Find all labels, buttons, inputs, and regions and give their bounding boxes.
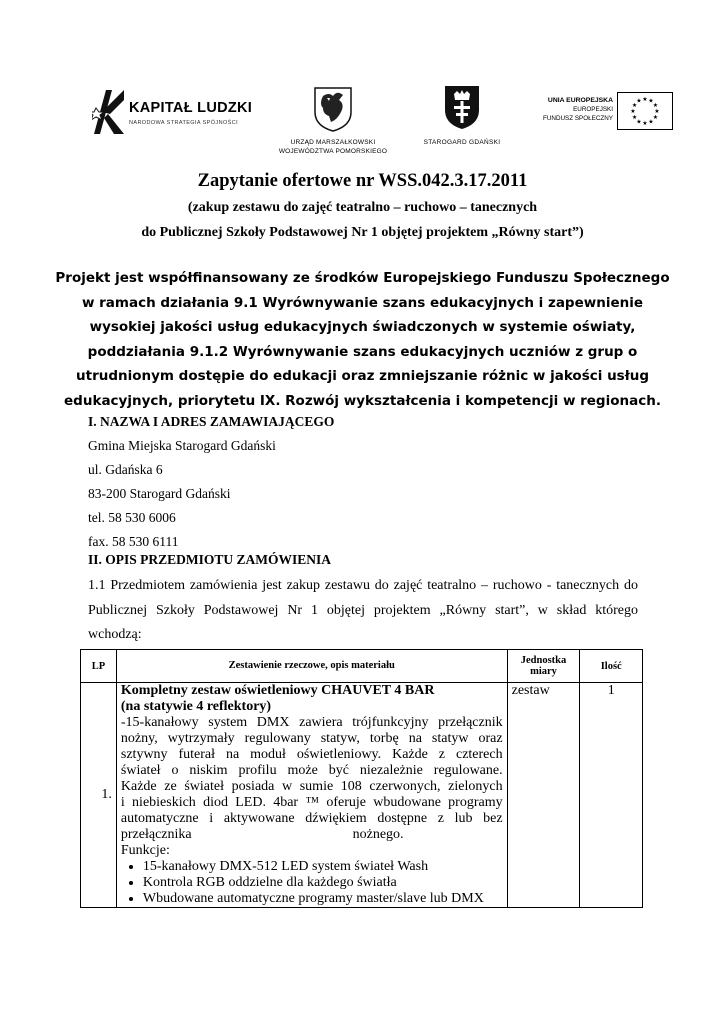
function-item: • Kontrola RGB oddzielne dla każdego światła [143,875,503,891]
eu-logo [515,92,675,132]
starogard-caption: STAROGARD GDAŃSKI [423,139,501,146]
address-line: Gmina Miejska Starogard Gdański [88,438,276,453]
starogard-gdanski-logo [412,84,512,160]
function-item: • Wbudowane automatyczne programy master/slave lub DMX [143,891,503,907]
document-subtitle-2: do Publicznej Szkoły Podstawowej Nr 1 objętej projektem „Równy start”) [141,225,584,240]
items-table [80,649,643,908]
desc-line: i niebieskich diod LED. 4bar ™ oferuje wbudowane programy [120,795,503,810]
eu-star-icon: ★ [631,102,638,109]
section-2-heading: II. OPIS PRZEDMIOTU ZAMÓWIENIA [88,552,332,567]
desc-line: Każde ze świateł posiada w sumie 108 czerwonych, zielonych [120,779,503,794]
eu-star-icon: ★ [652,102,659,109]
eu-star-icon: ★ [648,118,654,126]
row-description [116,683,507,908]
document-subtitle-1: (zakup zestawu do zajęć teatralno – ruchowo – tanecznych [187,200,538,215]
desc-line: świateł o niskim profilu może być niezależnie regulowane. [120,763,503,778]
eu-star-icon: ★ [630,108,636,115]
project-line: utrudnionym dostępie do edukacji oraz zmniejszanie różnic w jakości usług [76,368,649,384]
logo-bar [0,84,725,164]
ue-line-2: EUROPEJSKI [573,106,613,113]
eu-star-icon: ★ [636,97,642,105]
functions-label: Funkcje: [120,843,170,858]
eu-star-icon: ★ [654,108,660,115]
table-row [81,683,643,908]
eu-star-icon: ★ [642,120,648,127]
address-line: 83-200 Starogard Gdański [88,486,231,501]
eu-star-icon: ★ [631,114,638,121]
section-1-heading: I. NAZWA I ADRES ZAMAWIAJĄCEGO [88,414,335,429]
ue-line-1: UNIA EUROPEJSKA [547,97,613,104]
kapital-ludzki-name: KAPITAŁ LUDZKI [129,100,253,116]
address-line: tel. 58 530 6006 [88,510,176,525]
item-title: Kompletny zestaw oświetleniowy CHAUVET 4 BAR [120,683,435,698]
header-description: Zestawienie rzeczowe, opis materiału [116,650,507,683]
row-unit: zestaw [507,683,580,908]
kapital-ludzki-tagline: NARODOWA STRATEGIA SPÓJNOŚCI [129,120,238,126]
project-line: w ramach działania 9.1 Wyrównywanie szans edukacyjnych i zapewnienie [81,294,644,311]
desc-line: przełącznika nożnego. [120,827,404,842]
header-lp: LP [81,650,117,683]
eu-star-icon: ★ [642,96,648,103]
starogard-crest-icon [443,84,481,130]
eu-star-icon: ★ [652,114,659,121]
table-header-row [81,650,643,683]
ue-line-3: FUNDUSZ SPOŁECZNY [543,115,613,122]
desc-line: -15-kanałowy system DMX zawiera trójfunkcyjny przełącznik [120,715,503,730]
row-quantity: 1 [580,683,643,908]
functions-list [121,859,503,907]
eu-star-icon: ★ [636,118,642,126]
griffin-coat-of-arms-icon [311,86,355,132]
paragraph-line: wchodzą: [88,627,142,642]
desc-line: nożny, wytrzymały regulowany statyw, torbę na statyw oraz [120,731,503,746]
document-title: Zapytanie ofertowe nr WSS.042.3.17.2011 [197,171,528,191]
project-line: poddziałania 9.1.2 Wyrównywanie szans edukacyjnych uczniów z grup o [87,343,638,360]
section-2-paragraph [88,574,638,648]
header-unit: Jednostka miary [507,650,580,683]
urzad-line-2: WOJEWÓDZTWA POMORSKIEGO [278,148,388,155]
kapital-ludzki-emblem-icon [92,88,126,136]
project-statement [0,266,725,413]
project-line: edukacyjnych, priorytetu IX. Rozwój wykształcenia i kompetencji w regionach. [64,392,661,409]
kapital-ludzki-logo [92,88,267,138]
desc-line: automatyczne i aktywowane dźwiękiem dostępne z lub bez [120,811,503,826]
desc-line: sztywny futerał na moduł oświetleniowy. Każde z czterech [120,747,503,762]
urzad-line-1: URZĄD MARSZAŁKOWSKI [290,139,376,146]
row-lp: 1. [81,683,117,908]
header-quantity: Ilość [580,650,643,683]
item-subtitle: (na statywie 4 reflektory) [120,699,272,714]
eu-star-icon: ★ [648,97,654,105]
address-line: fax. 58 530 6111 [88,534,179,549]
paragraph-line: Publicznej Szkoły Podstawowej Nr 1 objętej projektem „Równy start”, w skład którego [88,602,638,618]
urzad-marszalkowski-logo [268,86,398,162]
eu-flag-icon [617,92,673,130]
project-line: wysokiej jakości usług edukacyjnych świadczonych w systemie oświaty, [89,319,636,335]
project-line: Projekt jest współfinansowany ze środków Europejskiego Funduszu Społecznego [55,270,670,286]
address-line: ul. Gdańska 6 [88,462,163,477]
function-item: • 15-kanałowy DMX-512 LED system świateł Wash [143,859,503,875]
paragraph-line: 1.1 Przedmiotem zamówienia jest zakup zestawu do zajęć teatralno – ruchowo - tanecznych do [88,578,638,593]
